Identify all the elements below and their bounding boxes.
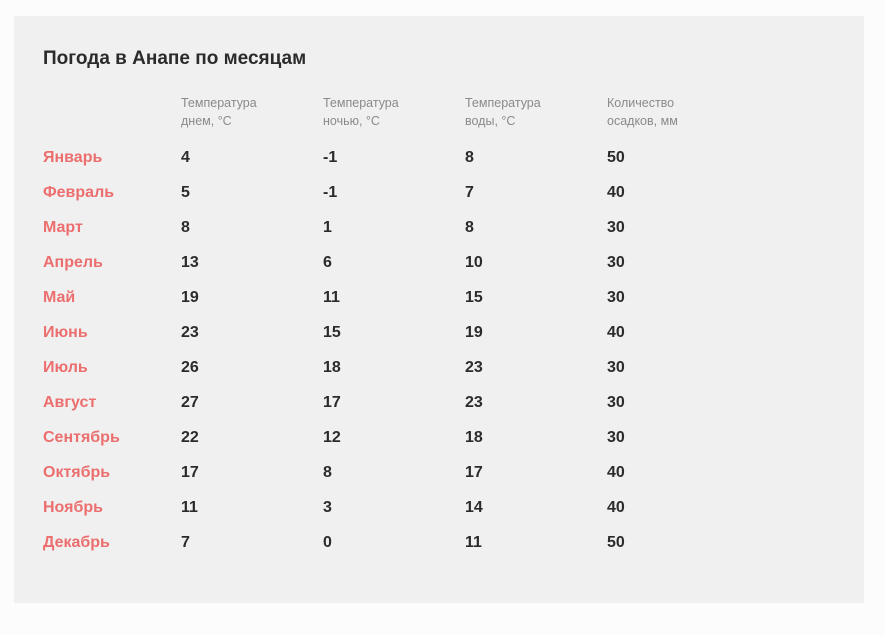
precipitation: 50	[607, 149, 625, 166]
header-night-temp	[323, 94, 399, 130]
night-temp: 12	[323, 429, 341, 446]
night-temp: 8	[323, 464, 332, 481]
month-name: Май	[43, 289, 76, 306]
header-line: осадков, мм	[607, 114, 678, 128]
month-name: Июнь	[43, 324, 88, 341]
table-row	[14, 182, 864, 217]
night-temp: 18	[323, 359, 341, 376]
table-row	[14, 322, 864, 357]
water-temp: 14	[465, 499, 483, 516]
header-day-temp	[181, 94, 257, 130]
table-row	[14, 357, 864, 392]
night-temp: 3	[323, 499, 332, 516]
day-temp: 7	[181, 534, 190, 551]
precipitation: 30	[607, 289, 625, 306]
month-name: Ноябрь	[43, 499, 103, 516]
precipitation: 30	[607, 359, 625, 376]
water-temp: 17	[465, 464, 483, 481]
table-row	[14, 427, 864, 462]
header-line: Количество	[607, 96, 675, 110]
weather-card	[14, 16, 864, 603]
night-temp: 6	[323, 254, 332, 271]
month-name: Декабрь	[43, 534, 110, 551]
water-temp: 8	[465, 219, 474, 236]
precipitation: 40	[607, 499, 625, 516]
day-temp: 26	[181, 359, 199, 376]
night-temp: -1	[323, 184, 338, 201]
header-water-temp	[465, 94, 541, 130]
water-temp: 10	[465, 254, 483, 271]
table-row	[14, 462, 864, 497]
water-temp: 7	[465, 184, 474, 201]
month-name: Август	[43, 394, 97, 411]
day-temp: 4	[181, 149, 190, 166]
header-line: днем, °С	[181, 114, 232, 128]
header-precipitation	[607, 94, 678, 130]
day-temp: 11	[181, 499, 198, 516]
month-name: Февраль	[43, 184, 115, 201]
day-temp: 19	[181, 289, 199, 306]
table-row	[14, 532, 864, 567]
weather-table	[14, 147, 864, 567]
month-name: Июль	[43, 359, 88, 376]
table-row	[14, 497, 864, 532]
table-row	[14, 252, 864, 287]
header-line: воды, °С	[465, 114, 516, 128]
header-line: ночью, °С	[323, 114, 380, 128]
table-row	[14, 217, 864, 252]
day-temp: 23	[181, 324, 199, 341]
water-temp: 18	[465, 429, 483, 446]
precipitation: 40	[607, 184, 625, 201]
header-line: Температура	[181, 96, 257, 110]
day-temp: 5	[181, 184, 190, 201]
precipitation: 40	[607, 464, 625, 481]
day-temp: 8	[181, 219, 190, 236]
header-line: Температура	[323, 96, 399, 110]
month-name: Январь	[43, 149, 103, 166]
month-name: Март	[43, 219, 83, 236]
night-temp: 15	[323, 324, 341, 341]
water-temp: 15	[465, 289, 483, 306]
water-temp: 11	[465, 534, 482, 551]
water-temp: 19	[465, 324, 483, 341]
precipitation: 30	[607, 429, 625, 446]
precipitation: 50	[607, 534, 625, 551]
page-title: Погода в Анапе по месяцам	[43, 48, 307, 69]
day-temp: 13	[181, 254, 199, 271]
day-temp: 27	[181, 394, 199, 411]
day-temp: 22	[181, 429, 199, 446]
table-row	[14, 147, 864, 182]
night-temp: -1	[323, 149, 338, 166]
water-temp: 23	[465, 359, 483, 376]
month-name: Сентябрь	[43, 429, 120, 446]
precipitation: 40	[607, 324, 625, 341]
precipitation: 30	[607, 394, 625, 411]
precipitation: 30	[607, 219, 625, 236]
table-row	[14, 392, 864, 427]
water-temp: 23	[465, 394, 483, 411]
night-temp: 0	[323, 534, 332, 551]
month-name: Октябрь	[43, 464, 111, 481]
month-name: Апрель	[43, 254, 103, 271]
night-temp: 1	[323, 219, 332, 236]
precipitation: 30	[607, 254, 625, 271]
night-temp: 11	[323, 289, 340, 306]
header-line: Температура	[465, 96, 541, 110]
water-temp: 8	[465, 149, 474, 166]
night-temp: 17	[323, 394, 341, 411]
day-temp: 17	[181, 464, 199, 481]
table-row	[14, 287, 864, 322]
